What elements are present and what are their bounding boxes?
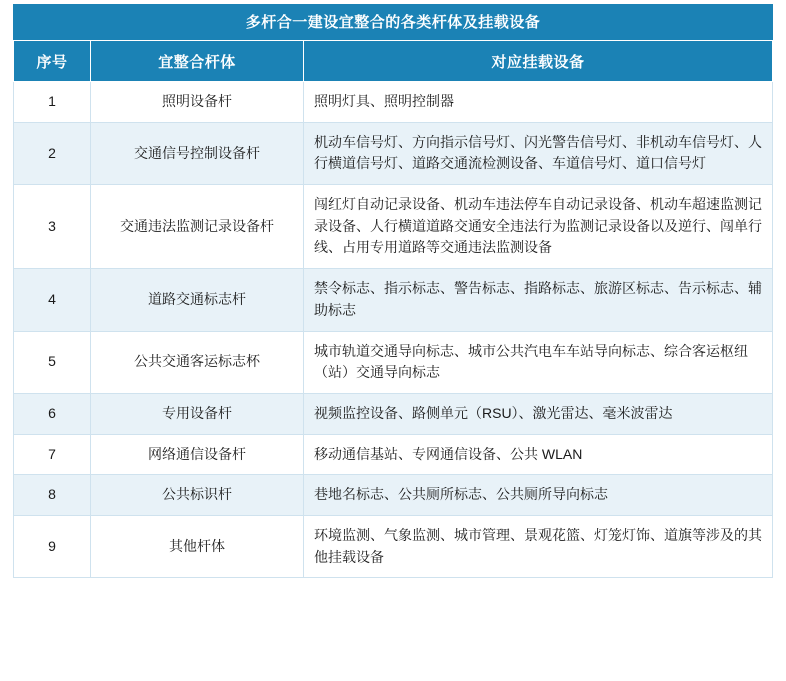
table-row: [14, 185, 773, 269]
table-row: [14, 82, 773, 123]
cell-equipment: 环境监测、气象监测、城市管理、景观花篮、灯笼灯饰、道旗等涉及的其他挂载设备: [304, 515, 773, 577]
cell-pole: 照明设备杆: [91, 82, 304, 123]
cell-index: 7: [14, 434, 91, 475]
table-row: [14, 393, 773, 434]
cell-index: 5: [14, 331, 91, 393]
cell-pole: 公共标识杆: [91, 475, 304, 516]
table-row: [14, 434, 773, 475]
table-header: [14, 41, 773, 82]
cell-equipment: 巷地名标志、公共厕所标志、公共厕所导向标志: [304, 475, 773, 516]
cell-equipment: 闯红灯自动记录设备、机动车违法停车自动记录设备、机动车超速监测记录设备、人行横道道路交通安全违法行为监测记录设备以及逆行、闯单行线、占用专用道路等交通违法监测设备: [304, 185, 773, 269]
column-header-index: 序号: [14, 41, 91, 82]
cell-index: 3: [14, 185, 91, 269]
cell-index: 4: [14, 269, 91, 331]
column-header-equipment: 对应挂载设备: [304, 41, 773, 82]
cell-equipment: 移动通信基站、专网通信设备、公共 WLAN: [304, 434, 773, 475]
cell-equipment: 机动车信号灯、方向指示信号灯、闪光警告信号灯、非机动车信号灯、人行横道信号灯、道路交通流检测设备、车道信号灯、道口信号灯: [304, 122, 773, 184]
table-row: [14, 515, 773, 577]
table-row: [14, 269, 773, 331]
cell-pole: 交通信号控制设备杆: [91, 122, 304, 184]
cell-equipment: 视频监控设备、路侧单元（RSU）、激光雷达、毫米波雷达: [304, 393, 773, 434]
cell-equipment: 禁令标志、指示标志、警告标志、指路标志、旅游区标志、告示标志、辅助标志: [304, 269, 773, 331]
cell-index: 6: [14, 393, 91, 434]
cell-index: 8: [14, 475, 91, 516]
cell-pole: 公共交通客运标志杯: [91, 331, 304, 393]
cell-equipment: 照明灯具、照明控制器: [304, 82, 773, 123]
cell-pole: 网络通信设备杆: [91, 434, 304, 475]
table-row: [14, 475, 773, 516]
cell-pole: 交通违法监测记录设备杆: [91, 185, 304, 269]
table-container: [13, 0, 773, 578]
cell-pole: 专用设备杆: [91, 393, 304, 434]
cell-index: 2: [14, 122, 91, 184]
pole-integration-table: [13, 4, 773, 578]
table-row: [14, 331, 773, 393]
cell-pole: 其他杆体: [91, 515, 304, 577]
table-row: [14, 122, 773, 184]
cell-pole: 道路交通标志杆: [91, 269, 304, 331]
header-row: [14, 41, 773, 82]
table-body: [14, 82, 773, 578]
cell-index: 9: [14, 515, 91, 577]
column-header-pole: 宜整合杆体: [91, 41, 304, 82]
cell-equipment: 城市轨道交通导向标志、城市公共汽电车车站导向标志、综合客运枢纽（站）交通导向标志: [304, 331, 773, 393]
table-title: 多杆合一建设宜整合的各类杆体及挂载设备: [13, 4, 773, 40]
cell-index: 1: [14, 82, 91, 123]
